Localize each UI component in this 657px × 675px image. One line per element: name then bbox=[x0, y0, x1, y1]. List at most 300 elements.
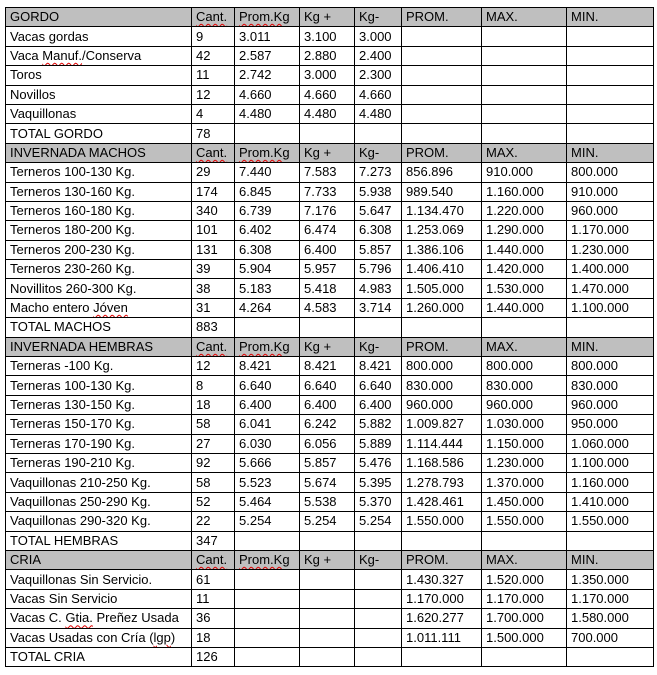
value-cell: 6.400 bbox=[235, 395, 300, 414]
row-label-cell: Terneras 100-130 Kg. bbox=[6, 376, 192, 395]
value-cell: 1.220.000 bbox=[482, 201, 567, 220]
value-cell: 58 bbox=[192, 415, 235, 434]
value-cell: 31 bbox=[192, 298, 235, 317]
value-cell: 1.114.444 bbox=[402, 434, 482, 453]
value-cell: 18 bbox=[192, 628, 235, 647]
value-cell: 3.000 bbox=[355, 27, 402, 46]
value-cell: 5.254 bbox=[355, 512, 402, 531]
value-cell: 950.000 bbox=[567, 415, 654, 434]
row-label-cell: Vaquillonas 290-320 Kg. bbox=[6, 512, 192, 531]
total-row bbox=[6, 647, 654, 666]
total-label-cell: TOTAL CRIA bbox=[6, 647, 192, 666]
total-value-cell bbox=[402, 531, 482, 550]
value-cell: 4.660 bbox=[235, 85, 300, 104]
value-cell: 1.011.111 bbox=[402, 628, 482, 647]
value-cell bbox=[300, 628, 355, 647]
table-row bbox=[6, 298, 654, 317]
column-header-cell: MAX. bbox=[482, 143, 567, 162]
value-cell: 8.421 bbox=[355, 357, 402, 376]
misspelling-squiggle: Prom.Kg bbox=[239, 338, 290, 354]
column-header-cell: Kg + bbox=[300, 8, 355, 27]
value-cell: 340 bbox=[192, 201, 235, 220]
value-cell: 8 bbox=[192, 376, 235, 395]
table-row bbox=[6, 415, 654, 434]
row-label-cell: Vaquillonas 210-250 Kg. bbox=[6, 473, 192, 492]
value-cell: 4 bbox=[192, 104, 235, 123]
value-cell bbox=[235, 609, 300, 628]
misspelling-squiggle: Cant. bbox=[196, 552, 228, 568]
table-row bbox=[6, 85, 654, 104]
column-header-cell: Kg- bbox=[355, 337, 402, 356]
value-cell: 4.583 bbox=[300, 298, 355, 317]
column-header-cell bbox=[235, 143, 300, 162]
misspelling-squiggle: Gtia. bbox=[65, 610, 93, 626]
total-value-cell: 78 bbox=[192, 124, 235, 143]
value-cell: 960.000 bbox=[482, 395, 567, 414]
value-cell bbox=[482, 85, 567, 104]
value-cell: 5.538 bbox=[300, 492, 355, 511]
value-cell: 11 bbox=[192, 589, 235, 608]
table-body bbox=[6, 8, 654, 667]
value-cell: 989.540 bbox=[402, 182, 482, 201]
row-label-cell: Vacas C. Gtia. Preñez Usada bbox=[6, 609, 192, 628]
total-value-cell: 883 bbox=[192, 318, 235, 337]
value-cell: 6.242 bbox=[300, 415, 355, 434]
value-cell bbox=[300, 609, 355, 628]
value-cell: 1.410.000 bbox=[567, 492, 654, 511]
value-cell: 4.480 bbox=[235, 104, 300, 123]
total-value-cell: 126 bbox=[192, 647, 235, 666]
value-cell: 5.889 bbox=[355, 434, 402, 453]
total-value-cell bbox=[402, 318, 482, 337]
value-cell: 5.183 bbox=[235, 279, 300, 298]
value-cell: 2.300 bbox=[355, 66, 402, 85]
value-cell: 12 bbox=[192, 85, 235, 104]
value-cell: 7.273 bbox=[355, 163, 402, 182]
value-cell: 5.674 bbox=[300, 473, 355, 492]
misspelling-squiggle: Manuf. bbox=[42, 47, 83, 63]
row-label-cell: Toros bbox=[6, 66, 192, 85]
column-header-cell bbox=[192, 550, 235, 569]
value-cell: 2.880 bbox=[300, 46, 355, 65]
row-label-cell: Terneras -100 Kg. bbox=[6, 357, 192, 376]
value-cell: 856.896 bbox=[402, 163, 482, 182]
value-cell bbox=[567, 66, 654, 85]
value-cell: 6.400 bbox=[300, 240, 355, 259]
column-header-cell: PROM. bbox=[402, 143, 482, 162]
table-row bbox=[6, 473, 654, 492]
column-header-cell: Kg- bbox=[355, 550, 402, 569]
value-cell: 6.474 bbox=[300, 221, 355, 240]
total-row bbox=[6, 124, 654, 143]
misspelling-squiggle: Prom.Kg bbox=[239, 144, 290, 160]
value-cell: 6.041 bbox=[235, 415, 300, 434]
value-cell: 5.796 bbox=[355, 260, 402, 279]
total-value-cell bbox=[567, 124, 654, 143]
row-label-cell: Vaquillonas bbox=[6, 104, 192, 123]
value-cell bbox=[355, 570, 402, 589]
value-cell: 7.583 bbox=[300, 163, 355, 182]
value-cell: 5.857 bbox=[300, 453, 355, 472]
section-header-row bbox=[6, 550, 654, 569]
section-header-row bbox=[6, 337, 654, 356]
value-cell: 52 bbox=[192, 492, 235, 511]
column-header-cell: MIN. bbox=[567, 8, 654, 27]
column-header-cell: PROM. bbox=[402, 8, 482, 27]
row-label-cell: Terneros 180-200 Kg. bbox=[6, 221, 192, 240]
value-cell bbox=[402, 27, 482, 46]
value-cell: 1.550.000 bbox=[567, 512, 654, 531]
row-label-cell: Macho entero Jóven bbox=[6, 298, 192, 317]
value-cell: 8.421 bbox=[300, 357, 355, 376]
total-row bbox=[6, 318, 654, 337]
value-cell: 1.350.000 bbox=[567, 570, 654, 589]
value-cell: 1.060.000 bbox=[567, 434, 654, 453]
section-title-cell: GORDO bbox=[6, 8, 192, 27]
value-cell: 1.428.461 bbox=[402, 492, 482, 511]
row-label-cell: Vaquillonas 250-290 Kg. bbox=[6, 492, 192, 511]
table-row bbox=[6, 27, 654, 46]
row-label-cell: Terneras 130-150 Kg. bbox=[6, 395, 192, 414]
total-value-cell bbox=[300, 318, 355, 337]
value-cell: 1.450.000 bbox=[482, 492, 567, 511]
value-cell: 1.134.470 bbox=[402, 201, 482, 220]
value-cell: 1.470.000 bbox=[567, 279, 654, 298]
total-value-cell bbox=[482, 124, 567, 143]
value-cell: 1.580.000 bbox=[567, 609, 654, 628]
value-cell: 2.587 bbox=[235, 46, 300, 65]
value-cell: 11 bbox=[192, 66, 235, 85]
total-value-cell bbox=[235, 647, 300, 666]
column-header-cell: MIN. bbox=[567, 143, 654, 162]
value-cell: 830.000 bbox=[402, 376, 482, 395]
total-value-cell bbox=[355, 124, 402, 143]
value-cell: 1.500.000 bbox=[482, 628, 567, 647]
value-cell: 1.400.000 bbox=[567, 260, 654, 279]
value-cell: 58 bbox=[192, 473, 235, 492]
value-cell: 1.620.277 bbox=[402, 609, 482, 628]
misspelling-squiggle: Cant. bbox=[196, 144, 228, 160]
value-cell bbox=[300, 589, 355, 608]
value-cell: 6.400 bbox=[300, 395, 355, 414]
value-cell: 1.700.000 bbox=[482, 609, 567, 628]
total-value-cell bbox=[567, 318, 654, 337]
row-label-cell: Terneras 170-190 Kg. bbox=[6, 434, 192, 453]
table-row bbox=[6, 512, 654, 531]
table-row bbox=[6, 453, 654, 472]
total-value-cell bbox=[235, 124, 300, 143]
value-cell bbox=[482, 27, 567, 46]
value-cell: 1.550.000 bbox=[402, 512, 482, 531]
value-cell bbox=[567, 85, 654, 104]
value-cell: 6.030 bbox=[235, 434, 300, 453]
value-cell bbox=[402, 66, 482, 85]
column-header-cell bbox=[235, 8, 300, 27]
value-cell bbox=[567, 27, 654, 46]
value-cell bbox=[300, 570, 355, 589]
row-label-cell: Vaquillonas Sin Servicio. bbox=[6, 570, 192, 589]
row-label-cell: Vacas Usadas con Cría (lgp) bbox=[6, 628, 192, 647]
column-header-cell: MAX. bbox=[482, 550, 567, 569]
total-value-cell bbox=[300, 531, 355, 550]
table-row bbox=[6, 492, 654, 511]
value-cell: 5.254 bbox=[235, 512, 300, 531]
table-row bbox=[6, 376, 654, 395]
table-row bbox=[6, 609, 654, 628]
misspelling-squiggle: Cant. bbox=[196, 338, 228, 354]
total-value-cell bbox=[402, 647, 482, 666]
value-cell: 1.530.000 bbox=[482, 279, 567, 298]
value-cell: 1.160.000 bbox=[567, 473, 654, 492]
total-value-cell bbox=[235, 318, 300, 337]
table-row bbox=[6, 357, 654, 376]
value-cell: 9 bbox=[192, 27, 235, 46]
row-label-cell: Terneros 200-230 Kg. bbox=[6, 240, 192, 259]
row-label-cell: Terneros 100-130 Kg. bbox=[6, 163, 192, 182]
table-row bbox=[6, 201, 654, 220]
value-cell: 4.480 bbox=[300, 104, 355, 123]
column-header-cell bbox=[235, 550, 300, 569]
value-cell: 5.395 bbox=[355, 473, 402, 492]
total-value-cell bbox=[355, 318, 402, 337]
value-cell: 1.420.000 bbox=[482, 260, 567, 279]
value-cell: 3.714 bbox=[355, 298, 402, 317]
value-cell: 1.430.327 bbox=[402, 570, 482, 589]
row-label-cell: Terneros 130-160 Kg. bbox=[6, 182, 192, 201]
column-header-cell: Kg + bbox=[300, 143, 355, 162]
value-cell: 910.000 bbox=[567, 182, 654, 201]
value-cell: 1.230.000 bbox=[482, 453, 567, 472]
column-header-cell: Kg + bbox=[300, 337, 355, 356]
value-cell: 1.440.000 bbox=[482, 240, 567, 259]
section-header-row bbox=[6, 143, 654, 162]
value-cell: 1.406.410 bbox=[402, 260, 482, 279]
value-cell: 6.739 bbox=[235, 201, 300, 220]
value-cell: 4.660 bbox=[355, 85, 402, 104]
total-label-cell: TOTAL GORDO bbox=[6, 124, 192, 143]
total-value-cell bbox=[300, 647, 355, 666]
misspelling-squiggle: Cant. bbox=[196, 9, 228, 25]
value-cell: 800.000 bbox=[402, 357, 482, 376]
value-cell: 5.957 bbox=[300, 260, 355, 279]
value-cell bbox=[355, 609, 402, 628]
column-header-cell bbox=[192, 8, 235, 27]
row-label-cell: Terneras 190-210 Kg. bbox=[6, 453, 192, 472]
value-cell: 38 bbox=[192, 279, 235, 298]
value-cell bbox=[567, 46, 654, 65]
value-cell: 1.260.000 bbox=[402, 298, 482, 317]
column-header-cell: MAX. bbox=[482, 337, 567, 356]
column-header-cell: Kg- bbox=[355, 8, 402, 27]
table-row bbox=[6, 240, 654, 259]
value-cell: 3.100 bbox=[300, 27, 355, 46]
value-cell: 27 bbox=[192, 434, 235, 453]
total-value-cell bbox=[402, 124, 482, 143]
value-cell: 101 bbox=[192, 221, 235, 240]
column-header-cell bbox=[192, 143, 235, 162]
column-header-cell: Kg- bbox=[355, 143, 402, 162]
row-label-cell: Terneras 150-170 Kg. bbox=[6, 415, 192, 434]
value-cell: 2.400 bbox=[355, 46, 402, 65]
misspelling-squiggle: Jóven bbox=[93, 300, 128, 316]
value-cell: 5.418 bbox=[300, 279, 355, 298]
total-label-cell: TOTAL MACHOS bbox=[6, 318, 192, 337]
table-row bbox=[6, 66, 654, 85]
value-cell: 1.505.000 bbox=[402, 279, 482, 298]
value-cell: 6.845 bbox=[235, 182, 300, 201]
total-value-cell bbox=[482, 318, 567, 337]
value-cell: 800.000 bbox=[482, 357, 567, 376]
value-cell: 6.400 bbox=[355, 395, 402, 414]
value-cell: 960.000 bbox=[402, 395, 482, 414]
value-cell: 1.170.000 bbox=[567, 589, 654, 608]
value-cell: 3.011 bbox=[235, 27, 300, 46]
livestock-price-table bbox=[5, 7, 654, 667]
value-cell: 5.370 bbox=[355, 492, 402, 511]
total-value-cell bbox=[482, 531, 567, 550]
value-cell: 174 bbox=[192, 182, 235, 201]
value-cell bbox=[482, 66, 567, 85]
table-row bbox=[6, 279, 654, 298]
row-label-cell: Terneros 230-260 Kg. bbox=[6, 260, 192, 279]
value-cell: 800.000 bbox=[567, 163, 654, 182]
value-cell: 5.523 bbox=[235, 473, 300, 492]
value-cell: 1.290.000 bbox=[482, 221, 567, 240]
value-cell: 92 bbox=[192, 453, 235, 472]
column-header-cell bbox=[192, 337, 235, 356]
value-cell: 39 bbox=[192, 260, 235, 279]
value-cell: 12 bbox=[192, 357, 235, 376]
total-value-cell bbox=[235, 531, 300, 550]
value-cell: 1.253.069 bbox=[402, 221, 482, 240]
value-cell: 6.308 bbox=[235, 240, 300, 259]
total-value-cell bbox=[300, 124, 355, 143]
value-cell: 960.000 bbox=[567, 395, 654, 414]
value-cell: 131 bbox=[192, 240, 235, 259]
value-cell: 1.160.000 bbox=[482, 182, 567, 201]
total-value-cell bbox=[567, 647, 654, 666]
total-label-cell: TOTAL HEMBRAS bbox=[6, 531, 192, 550]
table-row bbox=[6, 163, 654, 182]
value-cell: 8.421 bbox=[235, 357, 300, 376]
value-cell: 4.480 bbox=[355, 104, 402, 123]
total-value-cell bbox=[355, 531, 402, 550]
total-value-cell bbox=[482, 647, 567, 666]
value-cell bbox=[567, 104, 654, 123]
column-header-cell: PROM. bbox=[402, 337, 482, 356]
value-cell: 4.983 bbox=[355, 279, 402, 298]
value-cell: 5.857 bbox=[355, 240, 402, 259]
table-row bbox=[6, 589, 654, 608]
value-cell: 1.150.000 bbox=[482, 434, 567, 453]
section-header-row bbox=[6, 8, 654, 27]
value-cell: 910.000 bbox=[482, 163, 567, 182]
value-cell: 4.264 bbox=[235, 298, 300, 317]
value-cell: 42 bbox=[192, 46, 235, 65]
value-cell bbox=[402, 85, 482, 104]
value-cell: 830.000 bbox=[482, 376, 567, 395]
total-row bbox=[6, 531, 654, 550]
value-cell bbox=[235, 589, 300, 608]
value-cell: 1.100.000 bbox=[567, 453, 654, 472]
value-cell: 1.230.000 bbox=[567, 240, 654, 259]
value-cell: 5.254 bbox=[300, 512, 355, 531]
value-cell: 1.550.000 bbox=[482, 512, 567, 531]
value-cell: 1.386.106 bbox=[402, 240, 482, 259]
value-cell: 1.370.000 bbox=[482, 473, 567, 492]
value-cell: 1.170.000 bbox=[482, 589, 567, 608]
column-header-cell bbox=[235, 337, 300, 356]
value-cell: 1.170.000 bbox=[402, 589, 482, 608]
value-cell: 6.640 bbox=[300, 376, 355, 395]
table-row bbox=[6, 395, 654, 414]
value-cell bbox=[482, 46, 567, 65]
value-cell: 5.464 bbox=[235, 492, 300, 511]
value-cell: 3.000 bbox=[300, 66, 355, 85]
value-cell bbox=[402, 104, 482, 123]
table-row bbox=[6, 46, 654, 65]
misspelling-squiggle: Prom.Kg bbox=[239, 552, 290, 568]
value-cell: 5.938 bbox=[355, 182, 402, 201]
value-cell: 5.476 bbox=[355, 453, 402, 472]
column-header-cell: PROM. bbox=[402, 550, 482, 569]
table-row bbox=[6, 104, 654, 123]
value-cell: 1.100.000 bbox=[567, 298, 654, 317]
total-value-cell bbox=[567, 531, 654, 550]
table-row bbox=[6, 434, 654, 453]
value-cell: 1.009.827 bbox=[402, 415, 482, 434]
row-label-cell: Novillos bbox=[6, 85, 192, 104]
value-cell bbox=[402, 46, 482, 65]
column-header-cell: Kg + bbox=[300, 550, 355, 569]
value-cell: 5.666 bbox=[235, 453, 300, 472]
value-cell: 5.882 bbox=[355, 415, 402, 434]
column-header-cell: MIN. bbox=[567, 550, 654, 569]
value-cell: 1.278.793 bbox=[402, 473, 482, 492]
column-header-cell: MIN. bbox=[567, 337, 654, 356]
value-cell: 1.030.000 bbox=[482, 415, 567, 434]
table-row bbox=[6, 570, 654, 589]
total-value-cell: 347 bbox=[192, 531, 235, 550]
value-cell: 800.000 bbox=[567, 357, 654, 376]
value-cell: 7.733 bbox=[300, 182, 355, 201]
row-label-cell: Vacas gordas bbox=[6, 27, 192, 46]
value-cell: 7.440 bbox=[235, 163, 300, 182]
value-cell bbox=[355, 628, 402, 647]
value-cell: 5.904 bbox=[235, 260, 300, 279]
value-cell: 1.170.000 bbox=[567, 221, 654, 240]
table-row bbox=[6, 260, 654, 279]
misspelling-squiggle: lgp bbox=[153, 629, 171, 645]
value-cell: 6.402 bbox=[235, 221, 300, 240]
value-cell: 5.647 bbox=[355, 201, 402, 220]
value-cell: 1.520.000 bbox=[482, 570, 567, 589]
column-header-cell: MAX. bbox=[482, 8, 567, 27]
value-cell bbox=[235, 628, 300, 647]
value-cell: 960.000 bbox=[567, 201, 654, 220]
value-cell: 6.056 bbox=[300, 434, 355, 453]
value-cell: 6.308 bbox=[355, 221, 402, 240]
table-row bbox=[6, 221, 654, 240]
value-cell: 61 bbox=[192, 570, 235, 589]
value-cell: 18 bbox=[192, 395, 235, 414]
section-title-cell: INVERNADA MACHOS bbox=[6, 143, 192, 162]
value-cell: 700.000 bbox=[567, 628, 654, 647]
value-cell: 830.000 bbox=[567, 376, 654, 395]
value-cell bbox=[482, 104, 567, 123]
section-title-cell: INVERNADA HEMBRAS bbox=[6, 337, 192, 356]
value-cell: 22 bbox=[192, 512, 235, 531]
